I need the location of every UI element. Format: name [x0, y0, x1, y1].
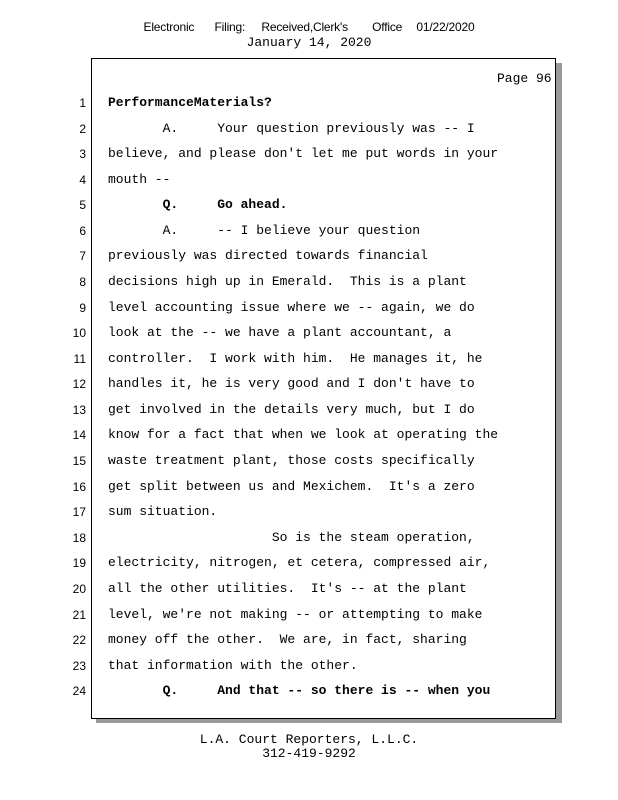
- line-text: handles it, he is very good and I don't have to: [108, 376, 475, 391]
- line-number: 21: [72, 608, 86, 622]
- line-text: that information with the other.: [108, 658, 358, 673]
- line-number: 5: [79, 198, 86, 212]
- line-number: 9: [79, 301, 86, 315]
- reporter-phone: 312-419-9292: [262, 746, 356, 761]
- filing-stamp-filing: Filing:: [214, 20, 246, 34]
- line-number: 24: [72, 684, 86, 698]
- line-text: previously was directed towards financial: [108, 248, 428, 263]
- filing-stamp-office: Office: [372, 20, 403, 34]
- line-text: controller. I work with him. He manages it, he: [108, 351, 483, 366]
- line-text: money off the other. We are, in fact, sharing: [108, 632, 467, 647]
- line-number: 13: [72, 403, 86, 417]
- line-text: mouth --: [108, 172, 171, 187]
- line-number: 6: [79, 224, 86, 238]
- line-text: level, we're not making -- or attempting to make: [108, 607, 483, 622]
- line-number: 11: [73, 352, 86, 366]
- line-text: Q. Go ahead.: [108, 197, 288, 212]
- line-number: 2: [79, 122, 86, 136]
- filing-stamp: [0, 20, 618, 34]
- line-number: 16: [72, 480, 86, 494]
- line-text: A. Your question previously was -- I: [108, 121, 475, 136]
- line-number: 15: [72, 454, 86, 468]
- line-text: know for a fact that when we look at operating the: [108, 427, 499, 442]
- line-number: 17: [72, 505, 86, 519]
- line-text: Q. And that -- so there is -- when you: [108, 683, 491, 698]
- line-number: 4: [79, 173, 86, 187]
- line-text: PerformanceMaterials?: [108, 95, 272, 110]
- line-text: electricity, nitrogen, et cetera, compressed air,: [108, 555, 491, 570]
- filing-stamp-received: Received,Clerk's: [261, 20, 348, 34]
- filing-stamp-date: 01/22/2020: [416, 20, 475, 34]
- page-number: Page 96: [497, 71, 552, 86]
- line-text: So is the steam operation,: [108, 530, 475, 545]
- line-number: 23: [72, 659, 86, 673]
- line-number: 14: [72, 428, 86, 442]
- reporter-company: L.A. Court Reporters, L.L.C.: [199, 732, 419, 747]
- line-text: sum situation.: [108, 504, 218, 519]
- line-number: 20: [72, 582, 86, 596]
- line-number: 10: [72, 326, 86, 340]
- line-text: look at the -- we have a plant accountant, a: [108, 325, 452, 340]
- line-text: get involved in the details very much, but I do: [108, 402, 475, 417]
- line-number: 1: [79, 96, 86, 110]
- line-number: 19: [72, 556, 86, 570]
- line-text: decisions high up in Emerald. This is a plant: [108, 274, 467, 289]
- line-text: get split between us and Mexichem. It's a zero: [108, 479, 475, 494]
- line-text: all the other utilities. It's -- at the plant: [108, 581, 467, 596]
- line-text: believe, and please don't let me put words in your: [108, 146, 499, 161]
- line-text: A. -- I believe your question: [108, 223, 421, 238]
- line-number: 7: [79, 249, 86, 263]
- line-number: 12: [72, 377, 86, 391]
- line-number: 18: [72, 531, 86, 545]
- line-number: 3: [79, 147, 86, 161]
- transcript-date: January 14, 2020: [246, 35, 372, 50]
- filing-stamp-electronic: Electronic: [143, 20, 195, 34]
- line-number: 8: [79, 275, 86, 289]
- line-number: 22: [72, 633, 86, 647]
- line-text: level accounting issue where we -- again, we do: [108, 300, 475, 315]
- line-text: waste treatment plant, those costs specifically: [108, 453, 475, 468]
